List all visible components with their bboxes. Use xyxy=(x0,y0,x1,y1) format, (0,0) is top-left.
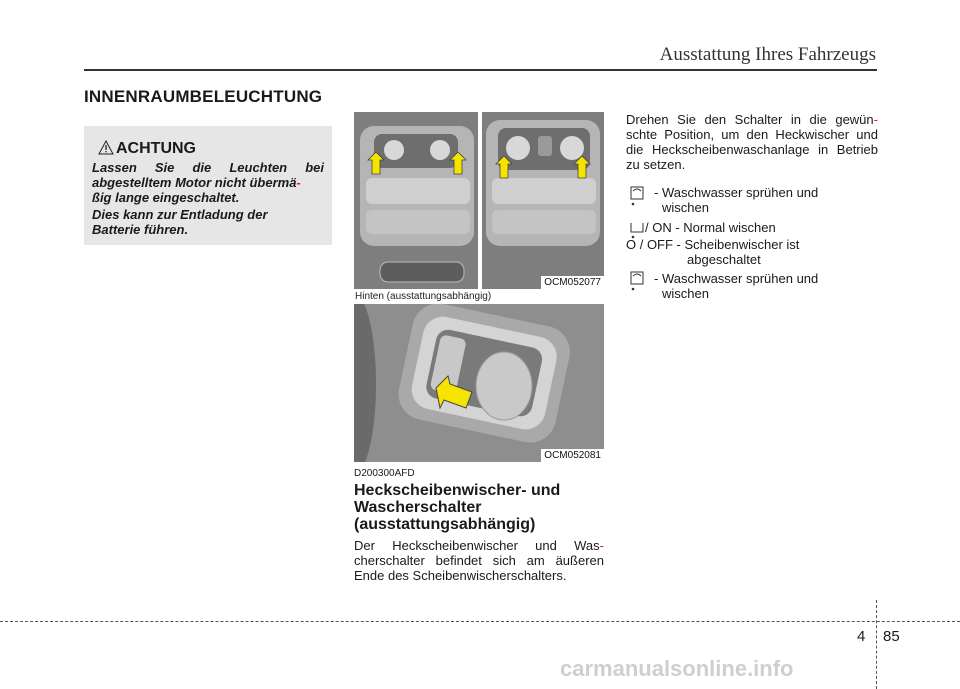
header-rule xyxy=(84,69,877,71)
option-wash-wipe-2: - Waschwasser sprühen und wischen xyxy=(654,271,819,301)
front-photo-code: OCM052077 xyxy=(541,276,604,289)
rear-wiper-heading: Heckscheibenwischer- und Wascherschalter (ausstattungsabhängig) xyxy=(354,482,561,533)
footer-rule xyxy=(0,621,960,622)
header-title: Ausstattung Ihres Fahrzeugs xyxy=(659,44,876,65)
wiper-instructions: Drehen Sie den Schalter in die gewün- schte Position, um den Heckwischer und die Heckscheibenwaschanlage in Betrieb zu setzen. xyxy=(626,112,878,172)
option-normal-wipe: / ON - Normal wischen xyxy=(645,220,776,235)
chapter-number: 4 xyxy=(857,628,866,645)
watermark: carmanualsonline.info xyxy=(560,656,794,681)
option-wash-wipe-1: - Waschwasser sprühen und wischen xyxy=(654,185,819,215)
rear-light-photo xyxy=(354,304,604,462)
footer-divider xyxy=(876,600,877,689)
front-light-photo xyxy=(354,112,604,289)
rear-photo-label: Hinten (ausstattungsabhängig) xyxy=(355,291,492,302)
section-id: D200300AFD xyxy=(354,468,415,479)
rear-photo-code: OCM052081 xyxy=(541,449,604,462)
wash-wipe-icon-2 xyxy=(628,270,646,292)
section-title: INNENRAUMBELEUCHTUNG xyxy=(84,87,323,106)
warning-triangle-icon xyxy=(98,140,114,155)
rear-wiper-body: Der Heckscheibenwischer und Was- cherschalter befindet sich am äußeren Ende des Scheibenwischerschalters. xyxy=(354,538,604,583)
wash-wipe-icon xyxy=(628,185,646,207)
warning-title: ACHTUNG xyxy=(116,140,196,157)
front-light-illustration xyxy=(354,112,604,289)
warning-text-1: Lassen Sie die Leuchten bei abgestelltem Motor nicht übermä- ßig lange eingeschaltet. xyxy=(92,160,324,205)
rear-light-illustration xyxy=(354,304,604,462)
page-number: 85 xyxy=(883,628,900,645)
warning-box xyxy=(84,126,332,245)
option-off: O / OFF - Scheibenwischer ist abgeschaltet xyxy=(626,237,800,267)
warning-text-2: Dies kann zur Entladung der Batterie führen. xyxy=(92,207,268,237)
